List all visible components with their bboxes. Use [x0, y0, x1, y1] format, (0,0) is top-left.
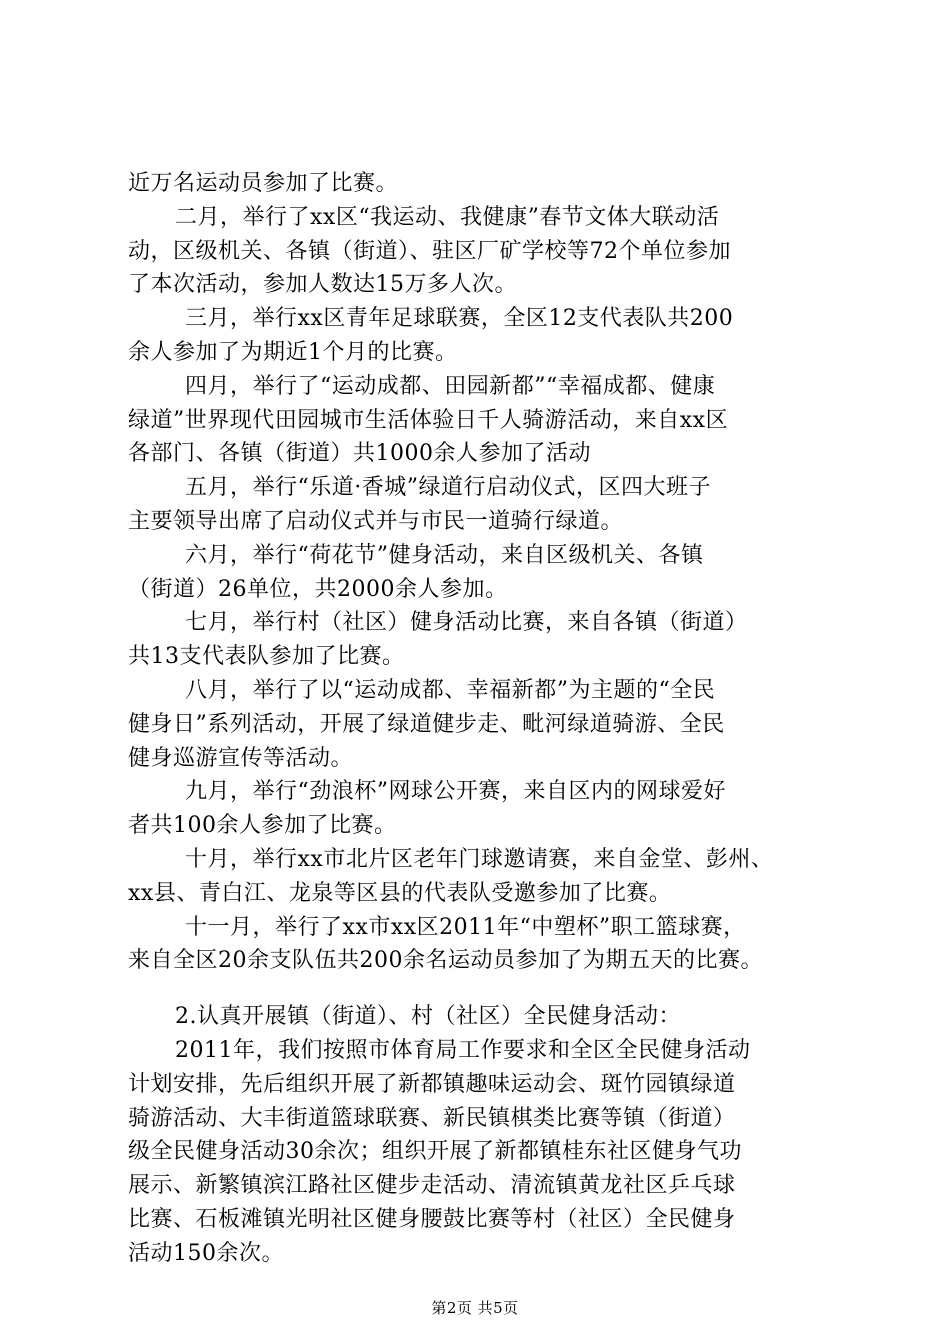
text-line: 2011年，我们按照市体育局工作要求和全区全民健身活动: [175, 1037, 751, 1063]
text-line: 主要领导出席了启动仪式并与市民一道骑行绿道。: [128, 508, 624, 534]
paragraph-gap: [128, 978, 836, 1000]
paragraph-november: [128, 911, 836, 979]
paragraph-august: [128, 674, 836, 775]
text-line: 展示、新繁镇滨江路社区健步走活动、清流镇黄龙社区乒乓球: [128, 1173, 736, 1199]
paragraph-june: [128, 539, 836, 607]
paragraph-march: [128, 302, 836, 370]
section-township-activities: [128, 1000, 836, 1270]
text-line: xx县、青白江、龙泉等区县的代表队受邀参加了比赛。: [128, 880, 672, 906]
text-line: 八月，举行了以“运动成都、幸福新都”为主题的“全民: [185, 677, 716, 703]
text-line: 来自全区20余支队伍共200余名运动员参加了为期五天的比赛。: [128, 948, 763, 974]
text-line: 三月，举行xx区青年足球联赛，全区12支代表队共200: [185, 306, 734, 332]
text-line: 了本次活动，参加人数达15万多人次。: [128, 272, 517, 298]
text-line: 二月，举行了xx区“我运动、我健康”春节文体大联动活: [175, 204, 720, 230]
text-line: 十月，举行xx市北片区老年门球邀请赛，来自金堂、彭州、: [185, 846, 774, 872]
text-line: 六月，举行“荷花节”健身活动，来自区级机关、各镇: [185, 542, 704, 568]
text-line: 近万名运动员参加了比赛。: [128, 171, 399, 196]
paragraph-september: [128, 775, 836, 843]
text-line: 骑游活动、大丰街道篮球联赛、新民镇棋类比赛等镇（街道）: [128, 1105, 736, 1131]
text-line: 级全民健身活动30余次；组织开展了新都镇桂东社区健身气功: [128, 1139, 742, 1165]
text-line: 动，区级机关、各镇（街道）、驻区厂矿学校等72个单位参加: [128, 238, 731, 264]
text-line: 活动150余次。: [128, 1240, 284, 1266]
text-line: 健身日”系列活动，开展了绿道健步走、毗河绿道骑游、全民: [128, 711, 725, 737]
text-line: 共13支代表队参加了比赛。: [128, 644, 405, 670]
text-line: 计划安排，先后组织开展了新都镇趣味运动会、斑竹园镇绿道: [128, 1071, 736, 1097]
paragraph-february: [128, 201, 836, 302]
text-line: 七月，举行村（社区）健身活动比赛，来自各镇（街道）: [185, 610, 748, 636]
text-line: （街道）26单位，共2000余人参加。: [128, 576, 508, 602]
section-heading: 2.认真开展镇（街道）、村（社区）全民健身活动：: [175, 1004, 681, 1030]
paragraph-continuation: [128, 167, 836, 201]
paragraph-october: [128, 843, 836, 911]
paragraph-july: [128, 606, 836, 674]
text-line: 四月，举行了“运动成都、田园新都”“幸福成都、健康: [185, 373, 716, 399]
paragraph-may: [128, 471, 836, 539]
page-number-footer: 第2页 共5页: [431, 1299, 519, 1317]
text-line: 者共100余人参加了比赛。: [128, 813, 397, 839]
text-line: 余人参加了为期近1个月的比赛。: [128, 339, 458, 365]
document-body: [128, 167, 836, 1271]
text-line: 健身巡游宣传等活动。: [128, 745, 354, 771]
text-line: 五月，举行“乐道·香城”绿道行启动仪式，区四大班子: [185, 475, 711, 501]
text-line: 绿道”世界现代田园城市生活体验日千人骑游活动，来自xx区: [128, 407, 729, 433]
text-line: 各部门、各镇（街道）共1000余人参加了活动: [128, 441, 591, 467]
text-line: 十一月，举行了xx市xx区2011年“中塑杯”职工篮球赛，: [185, 914, 746, 940]
paragraph-april: [128, 370, 836, 471]
text-line: 九月，举行“劲浪杯”网球公开赛，来自区内的网球爱好: [185, 779, 726, 805]
text-line: 比赛、石板滩镇光明社区健身腰鼓比赛等村（社区）全民健身: [128, 1206, 736, 1232]
